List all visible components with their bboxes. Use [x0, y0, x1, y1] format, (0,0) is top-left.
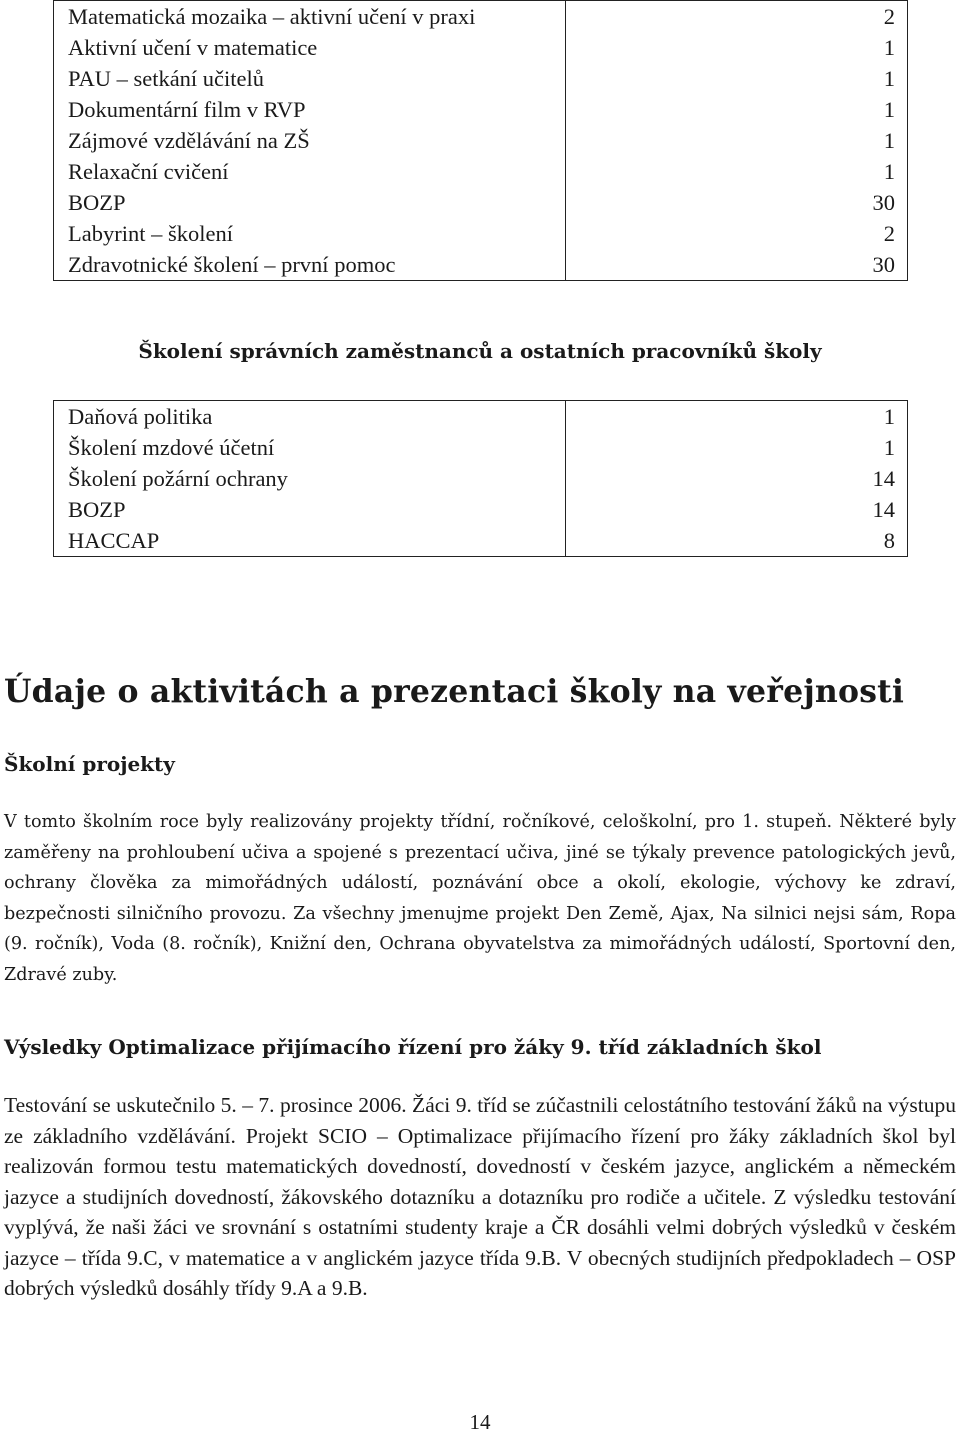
- course-name-cell: Zájmové vzdělávání na ZŠ: [68, 128, 310, 153]
- participant-count-cell: 2: [566, 1, 908, 33]
- section-title: Údaje o aktivitách a prezentaci školy na veřejnosti: [4, 673, 905, 710]
- participant-count-cell: 1: [566, 125, 908, 156]
- table-row: [54, 249, 908, 281]
- participant-count-cell: 1: [566, 63, 908, 94]
- participant-count-cell: 30: [566, 187, 908, 218]
- table1-body: [54, 1, 908, 281]
- participant-count-cell: 2: [566, 218, 908, 249]
- participant-count-cell: 1: [566, 32, 908, 63]
- table2-caption: Školení správních zaměstnanců a ostatních pracovníků školy: [138, 339, 822, 363]
- course-name-cell: Labyrint – školení: [68, 221, 233, 246]
- course-name-cell: HACCAP: [68, 528, 160, 553]
- participant-count-cell: 1: [566, 401, 908, 433]
- course-name-cell: Matematická mozaika – aktivní učení v praxi: [68, 4, 476, 29]
- table-row: [54, 525, 908, 557]
- paragraph-projects: V tomto školním roce byly realizovány projekty třídní, ročníkové, celoškolní, pro 1. stupeň. Některé byly zaměřeny na prohloubení učiva a spojené s prezentací učiva, jiné se týkaly prevence patologických jevů, ochrany člověka za mimořádných událostí, poznávání obce a okolí, ekologie, výchovy ke zdraví, bezpečnosti silničního provozu. Za všechny jmenujme projekt Den Země, Ajax, Na silnici nejsi sám, Ropa (9. ročník), Voda (8. ročník), Knižní den, Ochrana obyvatelstva za mimořádných událostí, Sportovní den, Zdravé zuby.: [4, 812, 956, 985]
- table-row: [54, 63, 908, 94]
- course-name-cell: Školení požární ochrany: [68, 466, 288, 491]
- course-name-cell: Školení mzdové účetní: [68, 435, 275, 460]
- table-row: [54, 494, 908, 525]
- table-row: [54, 32, 908, 63]
- subsection-optimization-results: Výsledky Optimalizace přijímacího řízení pro žáky 9. tříd základních škol: [4, 1035, 822, 1059]
- participant-count-cell: 14: [566, 494, 908, 525]
- participant-count-cell: 1: [566, 156, 908, 187]
- participant-count-cell: 1: [566, 94, 908, 125]
- table-row: [54, 463, 908, 494]
- table-row: [54, 125, 908, 156]
- course-name-cell: Daňová politika: [68, 404, 213, 429]
- subsection-school-projects: Školní projekty: [4, 752, 175, 776]
- table-row: [54, 187, 908, 218]
- paragraph-testing: Testování se uskutečnilo 5. – 7. prosince 2006. Žáci 9. tříd se zúčastnili celostátního testování žáků na výstupu ze základního vzdělávání. Projekt SCIO – Optimalizace přijímacího řízení pro žáky základních škol byl realizován formou testu matematických dovedností, dovedností v českém jazyce, anglickém a německém jazyce a studijních dovedností, žákovského dotazníku a dotazníku pro rodiče a učitele. Z výsledku testování vyplývá, že naši žáci ve srovnání s ostatními studenty kraje a ČR dosáhli velmi dobrých výsledků v českém jazyce – třída 9.C, v matematice a v anglickém jazyce třída 9.B. V obecných studijních předpokladech – OSP dobrých výsledků dosáhly třídy 9.A a 9.B.: [4, 1093, 956, 1300]
- course-name-cell: Aktivní učení v matematice: [68, 35, 318, 60]
- table-row: [54, 432, 908, 463]
- training-table-staff: [53, 400, 908, 557]
- participant-count-cell: 1: [566, 432, 908, 463]
- course-name-cell: PAU – setkání učitelů: [68, 66, 265, 91]
- course-name-cell: BOZP: [68, 190, 126, 215]
- training-table-teachers: [53, 0, 908, 281]
- table-row: [54, 218, 908, 249]
- table-row: [54, 94, 908, 125]
- participant-count-cell: 14: [566, 463, 908, 494]
- table-row: [54, 401, 908, 433]
- table2-body: [54, 401, 908, 557]
- table-row: [54, 1, 908, 33]
- course-name-cell: BOZP: [68, 497, 126, 522]
- course-name-cell: Relaxační cvičení: [68, 159, 229, 184]
- page-number: 14: [469, 1410, 491, 1434]
- participant-count-cell: 8: [566, 525, 908, 557]
- course-name-cell: Dokumentární film v RVP: [68, 97, 306, 122]
- participant-count-cell: 30: [566, 249, 908, 281]
- table-row: [54, 156, 908, 187]
- course-name-cell: Zdravotnické školení – první pomoc: [68, 252, 396, 277]
